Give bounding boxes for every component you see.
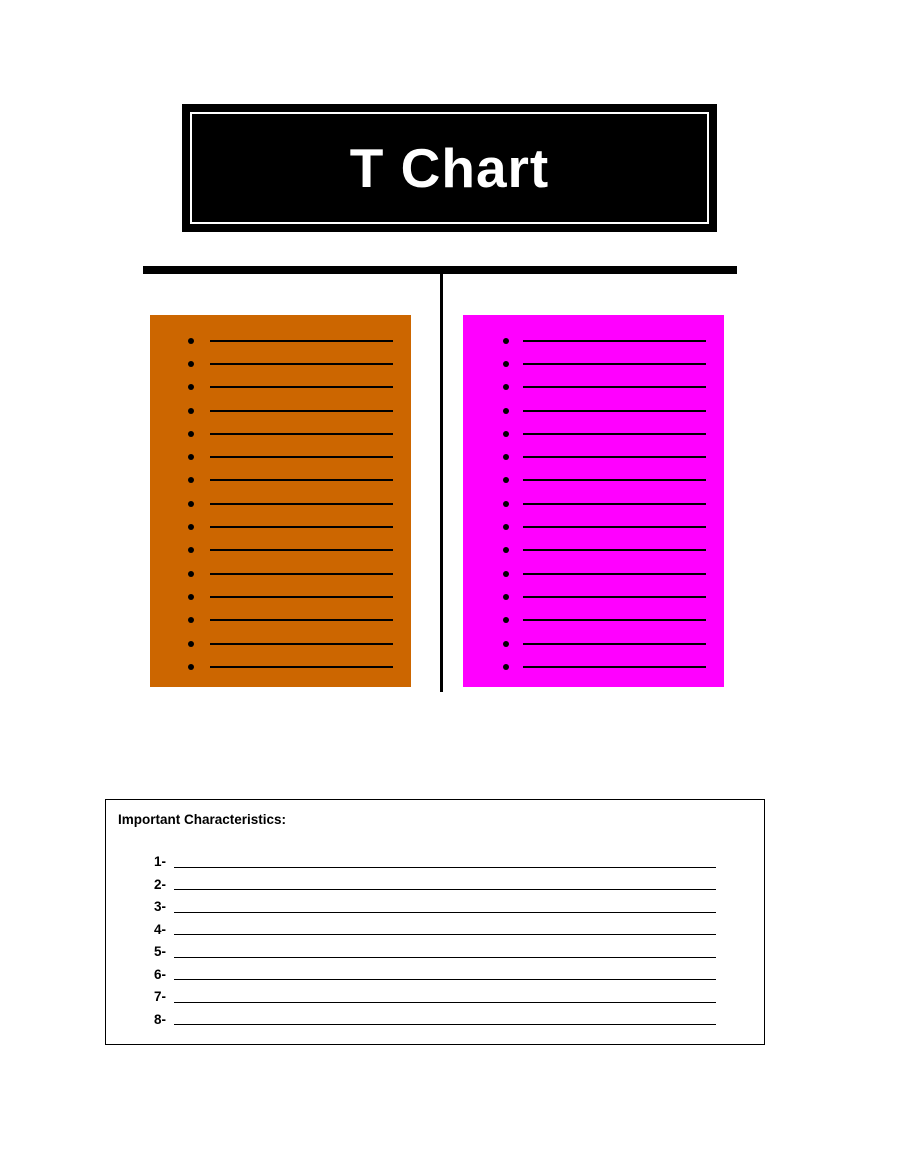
right-column-write-line[interactable] (523, 456, 706, 458)
bullet-icon (188, 571, 194, 577)
left-column-write-line[interactable] (210, 340, 393, 342)
left-column-write-line[interactable] (210, 410, 393, 412)
bullet-icon (188, 617, 194, 623)
left-column-line-row[interactable] (164, 469, 397, 492)
right-column-write-line[interactable] (523, 596, 706, 598)
left-column-write-line[interactable] (210, 386, 393, 388)
bullet-icon (503, 664, 509, 670)
left-column-line-row[interactable] (164, 445, 397, 468)
right-column-line-row[interactable] (477, 422, 710, 445)
left-column-line-row[interactable] (164, 399, 397, 422)
bullet-icon (188, 501, 194, 507)
bullet-icon (503, 641, 509, 647)
left-column-line-row[interactable] (164, 632, 397, 655)
right-column-line-row[interactable] (477, 609, 710, 632)
left-column-write-line[interactable] (210, 619, 393, 621)
characteristic-row[interactable] (140, 961, 716, 984)
bullet-icon (188, 361, 194, 367)
right-column-write-line[interactable] (523, 573, 706, 575)
characteristic-number: 1- (153, 854, 166, 869)
characteristic-number: 6- (153, 966, 166, 982)
characteristic-row[interactable] (140, 848, 716, 871)
left-column-line-row[interactable] (164, 539, 397, 562)
bullet-icon (503, 524, 509, 530)
left-column-line-row[interactable] (164, 515, 397, 538)
bullet-icon (188, 664, 194, 670)
bullet-icon (188, 547, 194, 553)
right-column-line-row[interactable] (477, 539, 710, 562)
left-column-write-line[interactable] (210, 573, 393, 575)
characteristics-heading: Important Characteristics: (118, 812, 287, 827)
left-column-line-row[interactable] (164, 562, 397, 585)
right-column-write-line[interactable] (523, 386, 706, 388)
bullet-icon (503, 571, 509, 577)
left-column-write-line[interactable] (210, 503, 393, 505)
bullet-icon (188, 454, 194, 460)
characteristic-number: 7- (153, 989, 166, 1004)
left-column-write-line[interactable] (210, 549, 393, 551)
characteristic-write-line[interactable] (174, 979, 716, 980)
characteristic-write-line[interactable] (174, 1024, 716, 1025)
right-column-write-line[interactable] (523, 363, 706, 365)
left-column-line-row[interactable] (164, 422, 397, 445)
right-column-write-line[interactable] (523, 643, 706, 645)
bullet-icon (188, 408, 194, 414)
bullet-icon (188, 384, 194, 390)
right-column-write-line[interactable] (523, 666, 706, 668)
left-column-write-line[interactable] (210, 433, 393, 435)
characteristic-number: 3- (153, 899, 166, 914)
left-column-line-row[interactable] (164, 585, 397, 608)
characteristic-write-line[interactable] (174, 867, 716, 868)
characteristic-row[interactable] (140, 938, 716, 961)
characteristic-number: 4- (153, 921, 166, 937)
right-category-column[interactable] (463, 315, 724, 687)
characteristic-write-line[interactable] (174, 957, 716, 958)
characteristic-write-line[interactable] (174, 889, 716, 890)
bullet-icon (503, 547, 509, 553)
page-title: T Chart (349, 136, 550, 199)
bullet-icon (188, 594, 194, 600)
right-column-write-line[interactable] (523, 410, 706, 412)
left-column-write-line[interactable] (210, 479, 393, 481)
bullet-icon (503, 454, 509, 460)
left-column-line-row[interactable] (164, 352, 397, 375)
bullet-icon (503, 408, 509, 414)
bullet-icon (503, 384, 509, 390)
bullet-icon (503, 617, 509, 623)
right-column-line-row[interactable] (477, 632, 710, 655)
characteristic-number: 8- (153, 1011, 166, 1027)
right-column-line-row[interactable] (477, 655, 710, 678)
bullet-icon (188, 477, 194, 483)
bullet-icon (188, 641, 194, 647)
characteristic-write-line[interactable] (174, 912, 716, 913)
right-column-write-line[interactable] (523, 503, 706, 505)
left-column-line-row[interactable] (164, 609, 397, 632)
right-column-write-line[interactable] (523, 619, 706, 621)
important-characteristics-box (105, 799, 765, 1045)
bullet-icon (503, 338, 509, 344)
left-column-line-row[interactable] (164, 655, 397, 678)
title-banner-inner-border (190, 112, 709, 224)
right-column-line-row[interactable] (477, 376, 710, 399)
t-chart-horizontal-divider (143, 266, 737, 274)
characteristics-list (140, 848, 716, 1028)
left-column-line-row[interactable] (164, 492, 397, 515)
characteristic-number: 5- (153, 944, 166, 959)
bullet-icon (503, 431, 509, 437)
characteristic-row[interactable] (140, 893, 716, 916)
bullet-icon (188, 524, 194, 530)
left-column-write-line[interactable] (210, 666, 393, 668)
right-column-line-row[interactable] (477, 469, 710, 492)
right-column-line-row[interactable] (477, 562, 710, 585)
left-category-column[interactable] (150, 315, 411, 687)
bullet-icon (503, 594, 509, 600)
right-column-line-row[interactable] (477, 585, 710, 608)
left-column-write-line[interactable] (210, 526, 393, 528)
left-column-line-row[interactable] (164, 376, 397, 399)
bullet-icon (503, 477, 509, 483)
right-column-line-row[interactable] (477, 445, 710, 468)
characteristic-row[interactable] (140, 871, 716, 894)
left-column-write-line[interactable] (210, 363, 393, 365)
right-column-line-row[interactable] (477, 399, 710, 422)
bullet-icon (188, 338, 194, 344)
t-chart-vertical-divider (440, 274, 443, 692)
characteristic-row[interactable] (140, 916, 716, 939)
right-column-line-row[interactable] (477, 492, 710, 515)
characteristic-write-line[interactable] (174, 1002, 716, 1003)
bullet-icon (503, 501, 509, 507)
bullet-icon (503, 361, 509, 367)
left-column-write-line[interactable] (210, 596, 393, 598)
right-column-write-line[interactable] (523, 479, 706, 481)
characteristic-write-line[interactable] (174, 934, 716, 935)
right-column-write-line[interactable] (523, 549, 706, 551)
right-column-line-row[interactable] (477, 352, 710, 375)
bullet-icon (188, 431, 194, 437)
left-column-line-row[interactable] (164, 329, 397, 352)
left-column-write-line[interactable] (210, 643, 393, 645)
title-banner (182, 104, 717, 232)
right-column-line-row[interactable] (477, 329, 710, 352)
right-column-write-line[interactable] (523, 340, 706, 342)
right-column-line-row[interactable] (477, 515, 710, 538)
right-column-write-line[interactable] (523, 526, 706, 528)
left-column-write-line[interactable] (210, 456, 393, 458)
characteristic-row[interactable] (140, 983, 716, 1006)
characteristic-row[interactable] (140, 1006, 716, 1029)
right-column-write-line[interactable] (523, 433, 706, 435)
characteristic-number: 2- (153, 876, 166, 892)
